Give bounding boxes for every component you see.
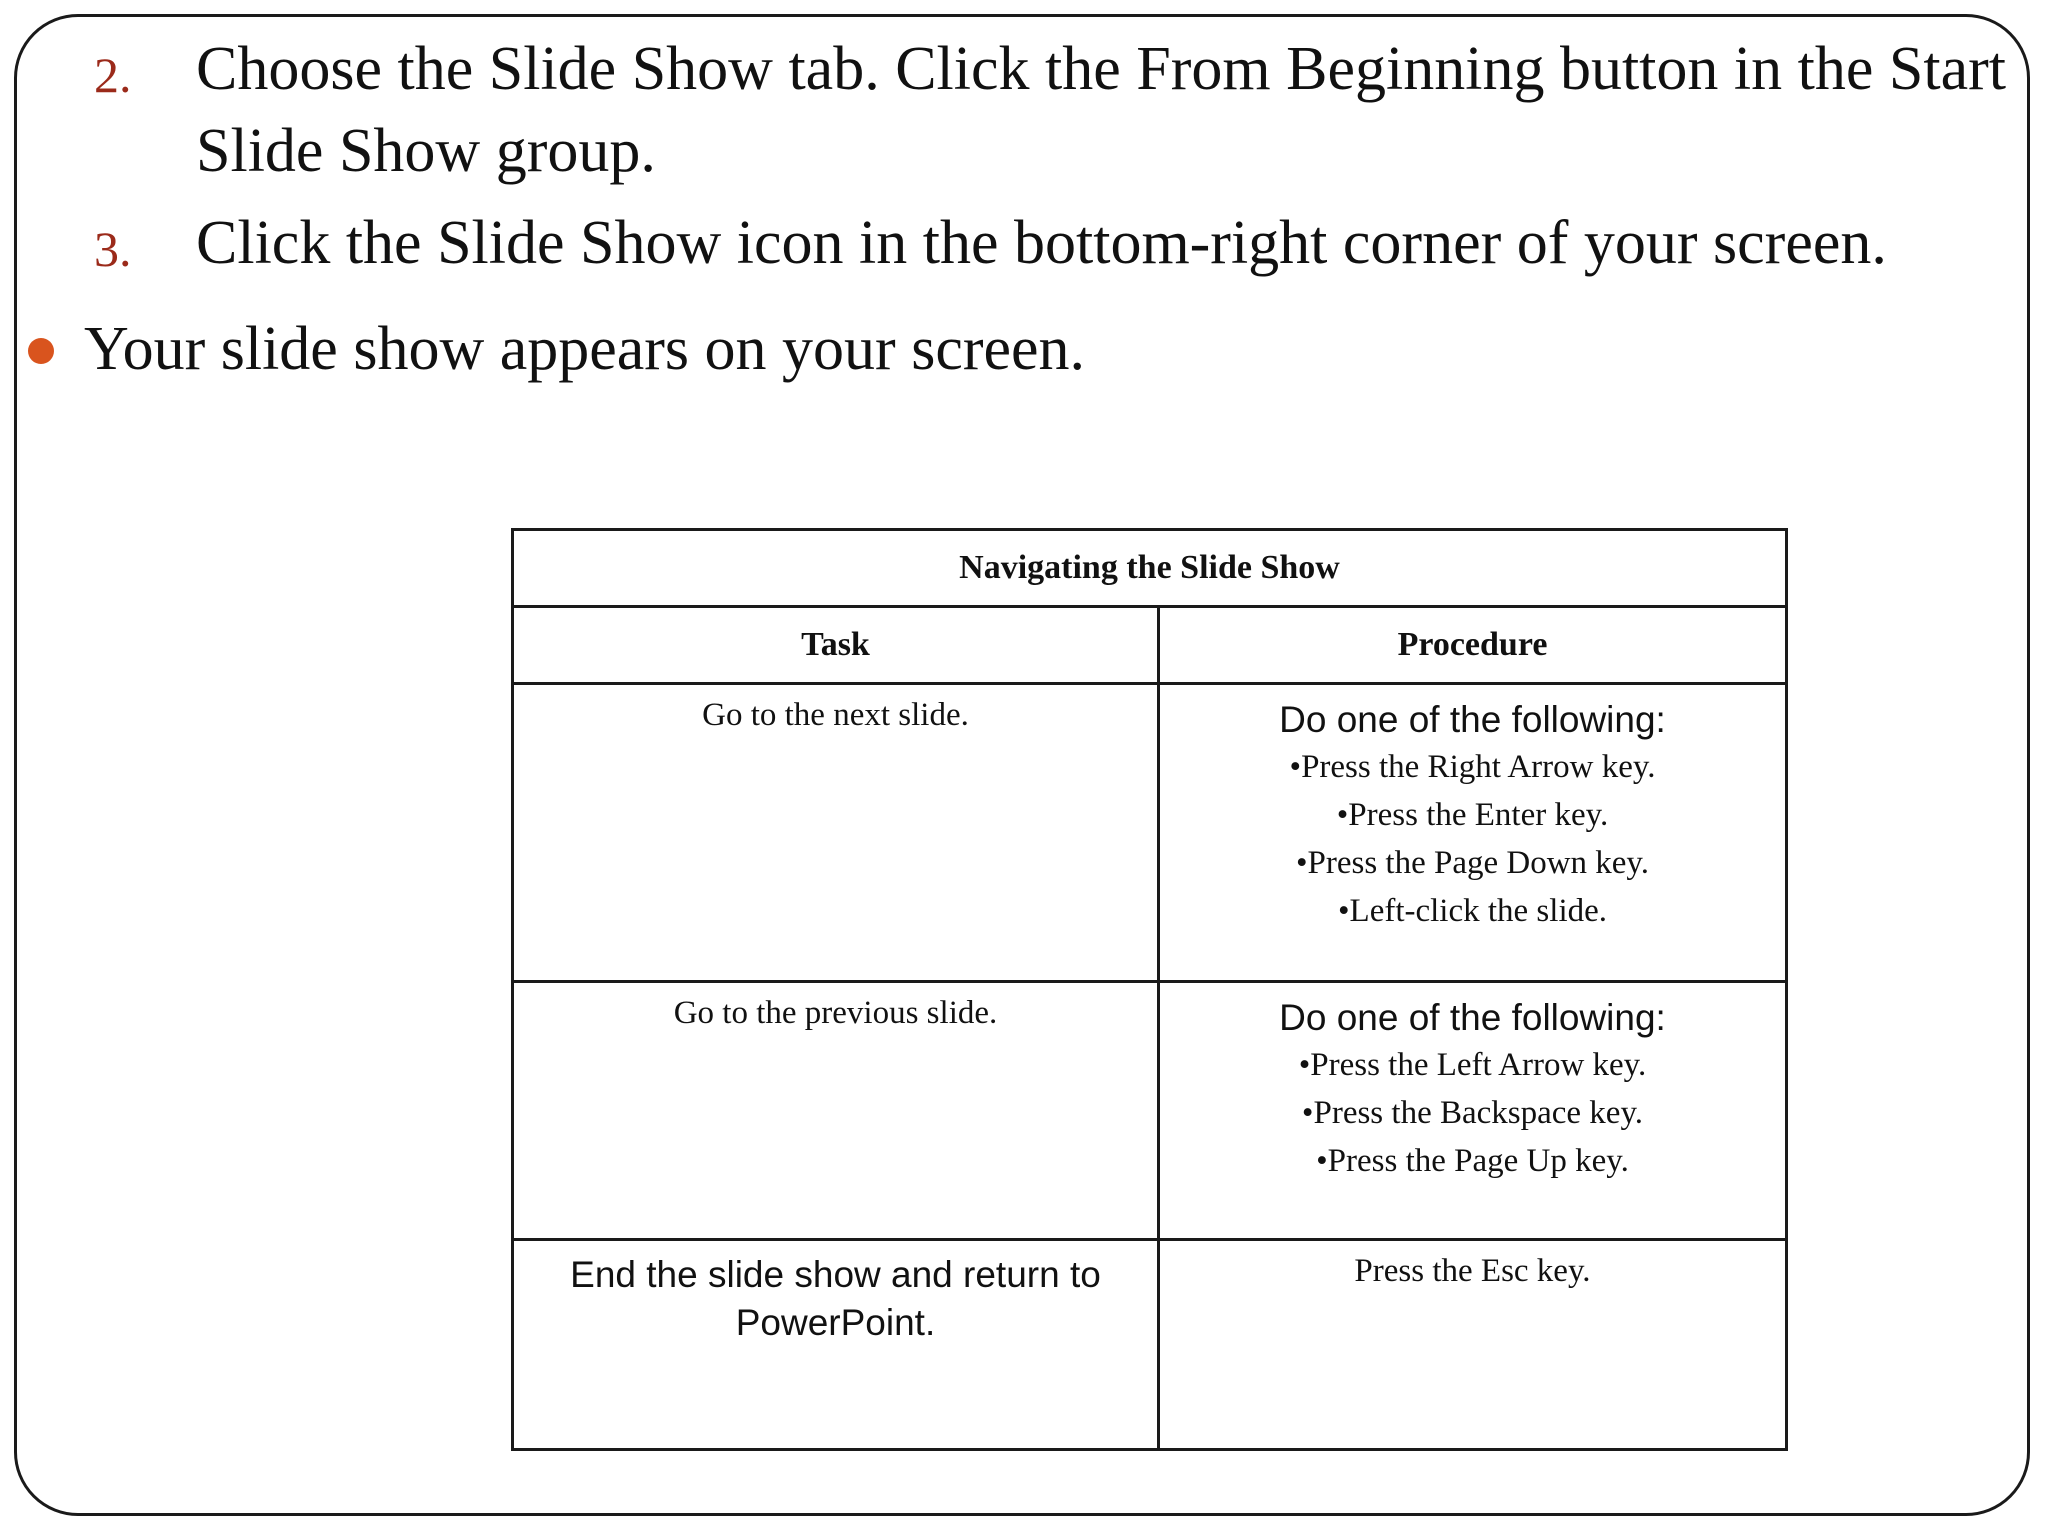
- procedure-item: •Press the Enter key.: [1336, 797, 1609, 833]
- step-2-text: Choose the Slide Show tab. Click the From Beginning button in the Start Slide Show group.: [196, 35, 2006, 185]
- procedure-item: •Press the Backspace key.: [1301, 1095, 1644, 1131]
- task-cell: Go to the next slide.: [513, 684, 1159, 982]
- procedure-cell: [1159, 684, 1787, 982]
- bullet-text: Your slide show appears on your screen.: [84, 315, 1086, 383]
- procedure-item: •Press the Page Down key.: [1295, 845, 1650, 881]
- procedure-item: •Left-click the slide.: [1337, 893, 1608, 929]
- table-row: [513, 684, 1787, 982]
- step-2-number: 2.: [94, 47, 132, 103]
- procedure-heading: Do one of the following:: [1279, 699, 1666, 740]
- step-3-text: Click the Slide Show icon in the bottom-right corner of your screen.: [196, 209, 1887, 277]
- header-procedure: Procedure: [1159, 607, 1787, 684]
- navigation-table: [511, 528, 1788, 1451]
- table-caption: Navigating the Slide Show: [513, 530, 1787, 607]
- task-cell: Go to the previous slide.: [513, 982, 1159, 1240]
- procedure-heading: Do one of the following:: [1279, 997, 1666, 1038]
- table-row: [513, 1240, 1787, 1450]
- task-cell: End the slide show and return to PowerPoint.: [513, 1240, 1159, 1450]
- procedure-cell: [1159, 982, 1787, 1240]
- procedure-item: •Press the Right Arrow key.: [1289, 749, 1656, 785]
- procedure-item: •Press the Page Up key.: [1316, 1143, 1629, 1179]
- table-row: [513, 982, 1787, 1240]
- step-3-number: 3.: [94, 221, 132, 277]
- procedure-cell: Press the Esc key.: [1159, 1240, 1787, 1450]
- bullet-dot-icon: [28, 338, 54, 364]
- procedure-item: •Press the Left Arrow key.: [1298, 1047, 1647, 1083]
- header-task: Task: [513, 607, 1159, 684]
